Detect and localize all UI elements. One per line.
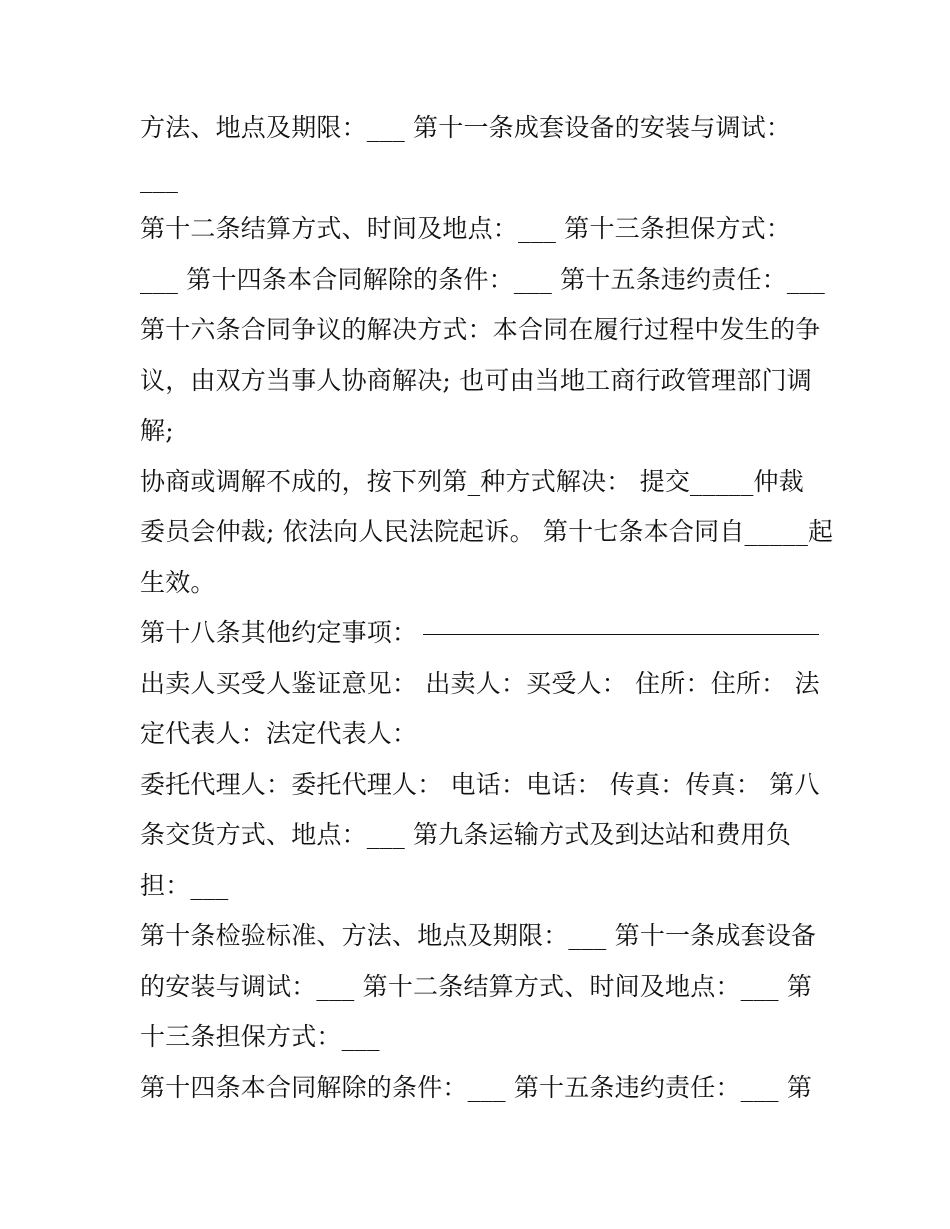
text-line: ___: [140, 163, 179, 193]
text-line: 委员会仲裁; 依法向人民法院起诉。 第十七条本合同自_____起: [140, 517, 834, 546]
text-line: 解;: [140, 416, 174, 445]
text-line: 第十六条合同争议的解决方式：本合同在履行过程中发生的争: [140, 315, 821, 344]
text-line: 十三条担保方式：___: [140, 1022, 380, 1051]
other-terms-label: 第十八条其他约定事项：: [140, 618, 418, 647]
text-line: 出卖人买受人鉴证意见： 出卖人：买受人： 住所：住所： 法: [140, 668, 820, 698]
text-line: 的安装与调试：___ 第十二条结算方式、时间及地点：___ 第: [140, 971, 813, 1001]
text-line: ___ 第十四条本合同解除的条件：___ 第十五条违约责任：___: [140, 264, 825, 294]
other-terms-line: [140, 608, 820, 659]
text-line: 委托代理人：委托代理人： 电话：电话： 传真：传真： 第八: [140, 769, 820, 799]
contract-text-body: [140, 103, 834, 1113]
text-line: 第十四条本合同解除的条件：___ 第十五条违约责任：___ 第: [140, 1072, 813, 1102]
text-line: 方法、地点及期限：___ 第十一条成套设备的安装与调试：: [140, 113, 792, 142]
text-line: 议，由双方当事人协商解决; 也可由当地工商行政管理部门调: [140, 365, 812, 395]
text-line: 第十条检验标准、方法、地点及期限：___ 第十一条成套设备: [140, 921, 817, 950]
text-line: 条交货方式、地点：___ 第九条运输方式及到达站和费用负: [140, 820, 792, 849]
text-line: 协商或调解不成的，按下列第_种方式解决： 提交_____仲裁: [140, 466, 804, 496]
text-line: 生效。: [140, 567, 216, 597]
fill-in-rule: [423, 634, 819, 635]
text-line: 担：___: [140, 870, 229, 900]
text-line: 定代表人：法定代表人：: [140, 719, 418, 748]
text-line: 第十二条结算方式、时间及地点：___ 第十三条担保方式：: [140, 214, 792, 243]
